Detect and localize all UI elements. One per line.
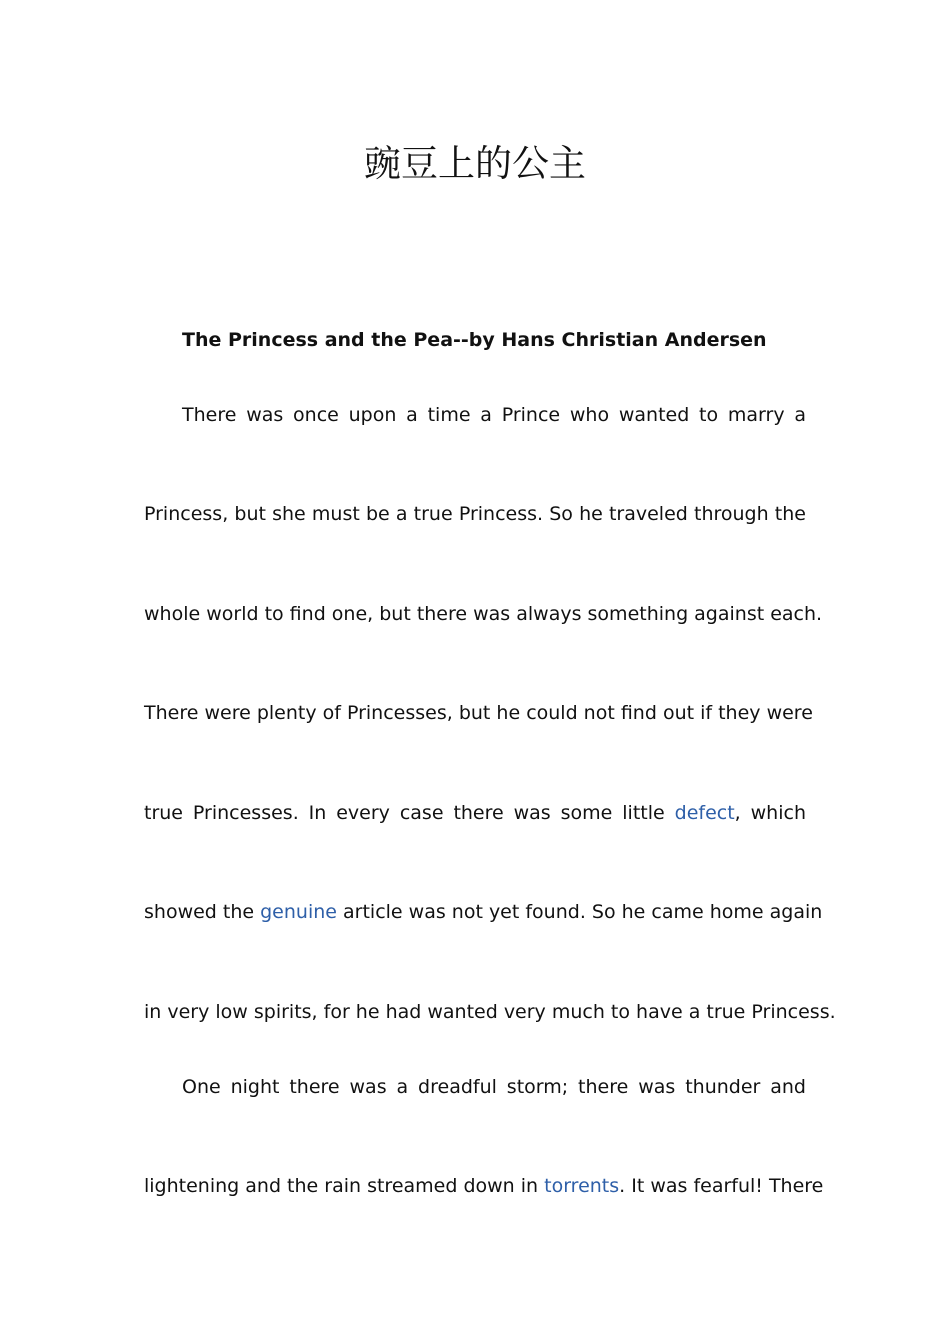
text-segment: , which bbox=[734, 802, 806, 824]
vocab-link-defect[interactable]: defect bbox=[674, 802, 735, 824]
paragraph-1-line-4: There were plenty of Princesses, but he could not find out if they were bbox=[144, 702, 813, 724]
paragraph-2-line-1: One night there was a dreadful storm; there was thunder and bbox=[182, 1076, 806, 1098]
text-segment: showed the bbox=[144, 901, 261, 923]
text-segment: true Princesses. In every case there was some little bbox=[144, 802, 675, 824]
text-segment: article was not yet found. So he came home again bbox=[336, 901, 823, 923]
vocab-link-torrents[interactable]: torrents bbox=[544, 1175, 620, 1197]
paragraph-1-line-6 bbox=[144, 898, 823, 926]
paragraph-1-line-5 bbox=[144, 799, 806, 827]
paragraph-1-line-3: whole world to find one, but there was always something against each. bbox=[144, 603, 823, 625]
story-subtitle: The Princess and the Pea--by Hans Christian Andersen bbox=[182, 329, 767, 351]
paragraph-2-line-2 bbox=[144, 1172, 824, 1200]
document-title: 豌豆上的公主 bbox=[364, 142, 586, 185]
text-segment: . It was fearful! There bbox=[619, 1175, 824, 1197]
paragraph-1-line-1: There was once upon a time a Prince who wanted to marry a bbox=[182, 404, 806, 426]
paragraph-1-line-2: Princess, but she must be a true Princess. So he traveled through the bbox=[144, 503, 806, 525]
paragraph-1-line-7: in very low spirits, for he had wanted very much to have a true Princess. bbox=[144, 1001, 836, 1023]
text-segment: lightening and the rain streamed down in bbox=[144, 1175, 545, 1197]
vocab-link-genuine[interactable]: genuine bbox=[260, 901, 337, 923]
